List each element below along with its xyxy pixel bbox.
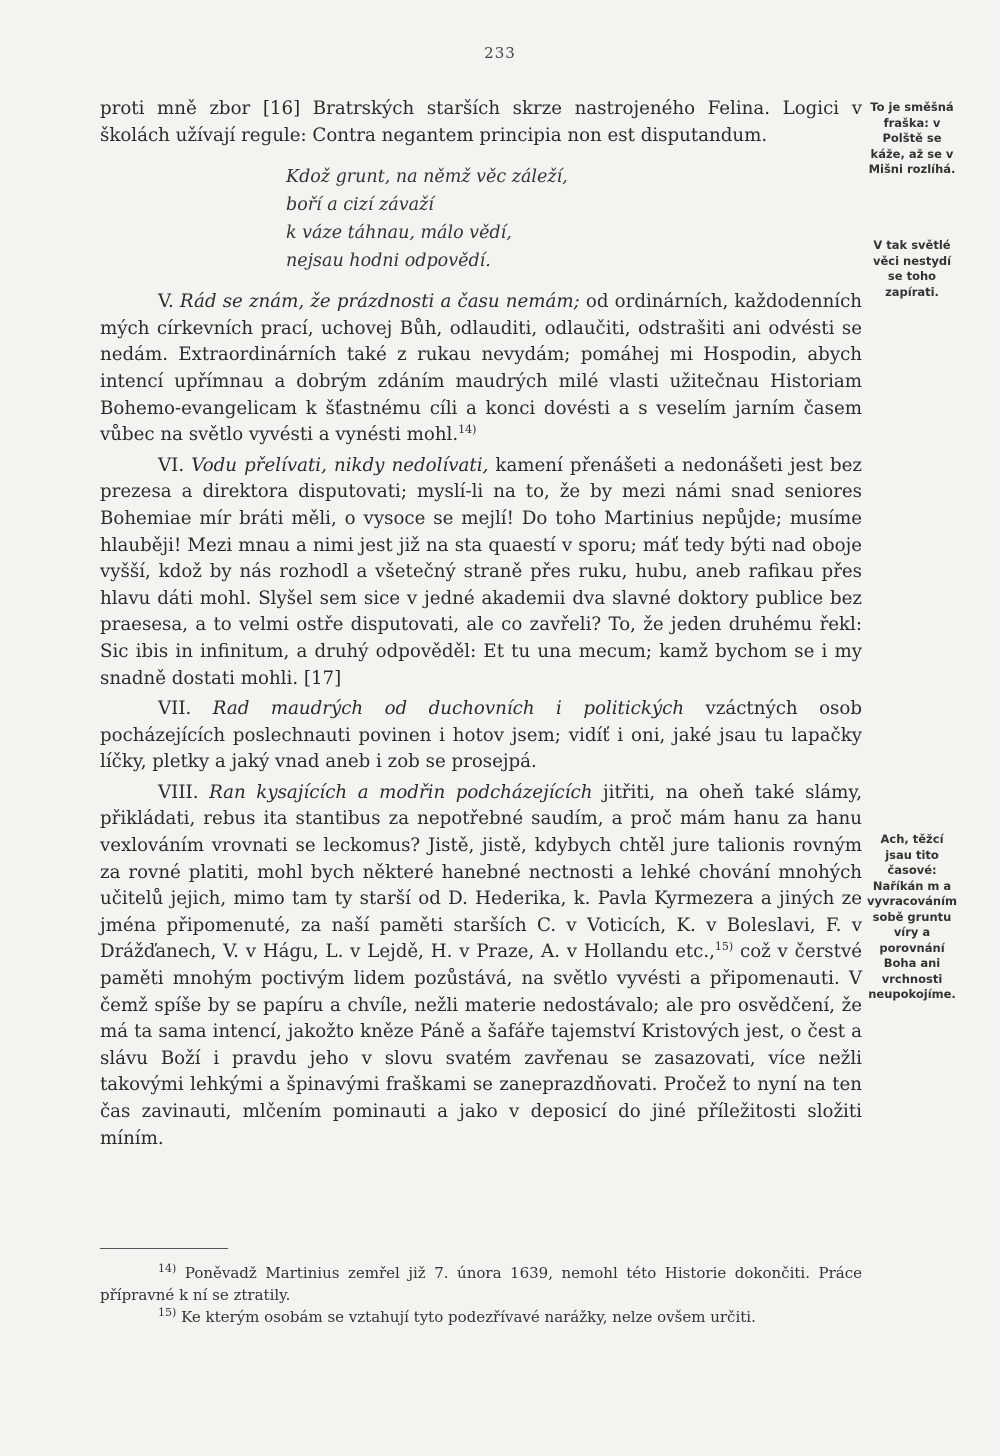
- margin-note: V tak světlé věci nestydí se toho zapírati.: [872, 238, 952, 299]
- margin-note: To je směšná fraška: v Polště se káže, až se v Mišni rozlíhá.: [868, 100, 956, 176]
- emphasis-phrase: Vodu přelívati, nikdy nedolívati,: [191, 454, 489, 476]
- paragraph-body: od ordinárních, každodenních mých církevních prací, uchovej Bůh, odlauditi, odlaučiti, odstrašiti ani odvésti se nedám. Extraordinárních také z rukau nevydám; pomáhej mi Hospodin, abych intencí upřímnau a dobrým zdáním maudrých milé vlasti užitečnau Historiam Bohemo-evangelicam k šťastnému cíli a konci dovésti a s veselím jarním časem vůbec na světlo vyvésti a vynésti mohl.: [100, 291, 862, 446]
- paragraph-body: vzáctných osob pocházejících poslechnauti povinen i hotov jsem; vidíť i oni, jaké jsau tu lapačky líčky, pletky a jaký vnad aneb i zob se prosejpá.: [100, 698, 862, 773]
- emphasis-phrase: Ran kysajících a modřin podcházejících: [209, 781, 593, 803]
- verse-block: [286, 163, 862, 275]
- main-text: [100, 96, 862, 1152]
- paragraph-v: [100, 289, 862, 449]
- verse-line: boří a cizí závaží: [286, 195, 434, 216]
- paragraph-vi: [100, 453, 862, 692]
- verse-line: nejsau hodni odpovědí.: [286, 251, 491, 272]
- verse-line: Kdož grunt, na němž věc záleží,: [286, 167, 568, 188]
- footnote-text: Ke kterým osobám se vztahují tyto podezřívavé narážky, nelze ovšem určiti.: [181, 1308, 756, 1326]
- footnote: [100, 1262, 862, 1306]
- section-number: V.: [158, 291, 174, 313]
- paragraph-body: což v čerstvé paměti mnohým poctivým lidem pozůstává, na světlo vyvésti a připomenauti. V čemž spíše by se papíru a chvíle, nežli materie nedostávalo; ale pro osvědčení, že má ta sama intencí, jakožto kněze Páně a šafáře tajemství Kristových jest, o čest a slávu Boží i pravdu jeho v slovu svatém zavřenau se zasazovati, více nežli takovými lehkými a špinavými fraškami se zaneprazdňovati. Pročež to nyní na ten čas zavinauti, mlčením pominauti a jako v deposicí do jiné příležitosti složiti míním.: [100, 941, 862, 1149]
- margin-note: Ach, těžcí jsau tito časové: Naříkán m a vyvracováním sobě gruntu víry a porovnání Boha ani vrchnosti neupokojíme.: [866, 832, 957, 1001]
- section-number: VII.: [158, 698, 192, 720]
- page-number: 233: [484, 44, 516, 62]
- footnote-divider: [100, 1248, 228, 1249]
- emphasis-phrase: Rád se znám, že prázdnosti a času nemám;: [179, 291, 580, 313]
- footnote-ref: 14): [458, 423, 477, 437]
- footnote-text: Poněvadž Martinius zemřel již 7. února 1639, nemohl této Historie dokončiti. Práce přípravné k ní se ztratily.: [100, 1264, 862, 1304]
- paragraph-body: jitřiti, na oheň také slámy, přikládati, rebus ita stantibus za nepotřebné saudím, a proč mám hanu za hanu vexlováním vrovnati se leckomus? Jistě, jistě, kdybych chtěl jure talionis rovným za rovné platiti, mohl bych některé hanebné nectnosti a lehké chování mnohých učitelů jejich, mimo tam ty starší od D. Hederika, k. Pavla Kyrmezera a jiných ze jména připomenuté, za naší paměti starších C. v Voticích, K. v Boleslavi, F. v Drážďanech, V. v Hágu, L. v Lejdě, H. v Praze, A. v Hollandu etc.,: [100, 781, 862, 963]
- footnote-ref: 15): [714, 940, 734, 954]
- footnote-mark: 15): [158, 1306, 177, 1319]
- emphasis-phrase: Rad maudrých od duchovních i politických: [212, 698, 685, 720]
- paragraph-viii: [100, 780, 862, 1152]
- paragraph-body: kamení přenášeti a nedonášeti jest bez prezesa a direktora disputovati; myslí-li na to, že by mezi námi snad seniores Bohemiae mír bráti měli, o vysoce se mejlí! Do toho Martinius nepůjde; musíme hlauběji! Mezi mnau a nimi jest již na sta quaestí v sporu; máť tedy býti nad oboje vyšší, kdož by nás rozhodl a všetečný straně přes ruku, hubu, aneb rafikau přes hlavu dáti mohl. Slyšel sem sice v jedné akademii dva slavné doktory publice bez praesesa, a to velmi ostře disputovati, ale co zavřeli? To, že jeden druhému řekl: Sic ibis in infinitum, a druhý odpověděl: Et tu una mecum; kamž bychom se i my snadně dostati mohli. [17]: [100, 454, 862, 689]
- footnote-mark: 14): [158, 1262, 177, 1275]
- footnote: [100, 1306, 862, 1328]
- section-number: VI.: [158, 454, 185, 476]
- footnotes: [100, 1262, 862, 1328]
- section-number: VIII.: [158, 781, 199, 803]
- paragraph-vii: [100, 696, 862, 776]
- verse-line: k váze táhnau, málo vědí,: [286, 223, 512, 244]
- paragraph-intro: proti mně zbor [16] Bratrských starších skrze nastrojeného Felina. Logici v školách užívají regule: Contra negantem principia non est disputandum.: [100, 98, 862, 146]
